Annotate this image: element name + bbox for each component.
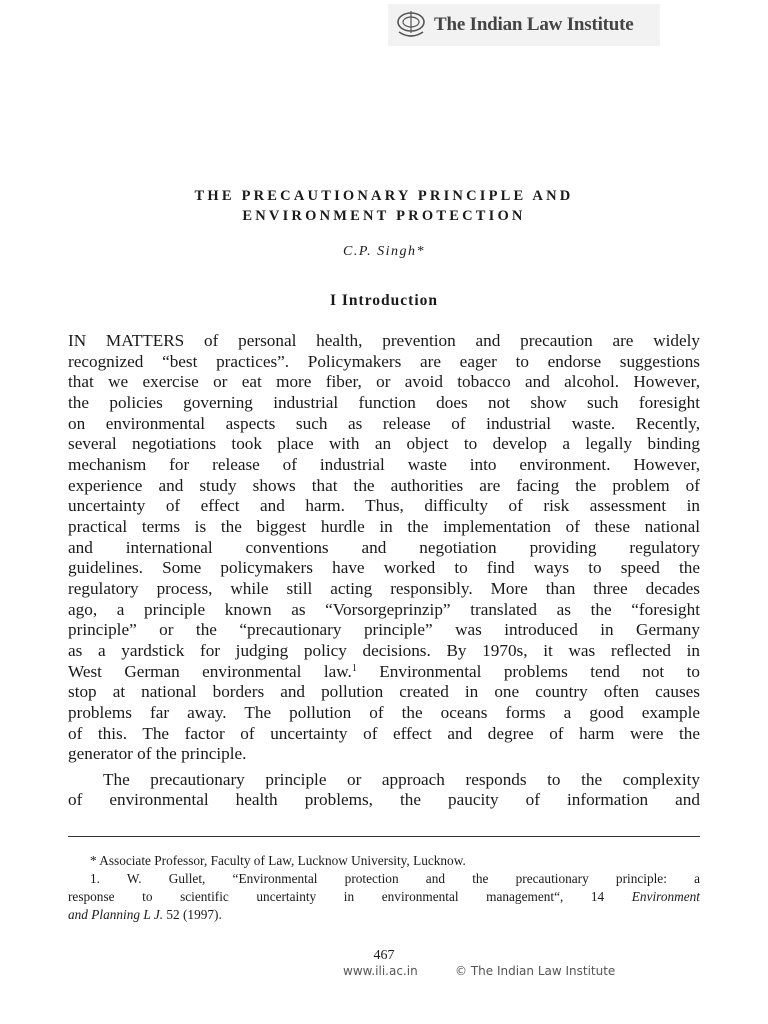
body-line-text: Environmental problems tend not to [356, 662, 700, 681]
footnote-1-line: 1. W. Gullet, “Environmental protection and the precautionary principle: a [90, 871, 700, 886]
footnote-marker: 1 [351, 663, 357, 674]
paper-title-line-2: ENVIRONMENT PROTECTION [242, 208, 526, 224]
section-heading: I Introduction [329, 292, 439, 309]
body-line: recognized “best practices”. Policymakers are eager to endorse suggestions [68, 352, 700, 371]
body-line: IN MATTERS of personal health, prevention and precaution are widely [68, 331, 700, 350]
body-line: and international conventions and negotiation providing regulatory [68, 538, 700, 557]
footnote-1-line [68, 888, 700, 905]
body-line: as a yardstick for judging policy decisions. By 1970s, it was reflected in [68, 641, 700, 660]
footnote-journal-title: and Planning L J. [68, 907, 164, 922]
body-line: the policies governing industrial function does not show such foresight [68, 393, 700, 412]
footnote-journal-title: Environment [631, 889, 700, 904]
footnote-text: response to scientific uncertainty in environmental management“, 14 [68, 889, 632, 904]
body-line: ago, a principle known as “Vorsorgeprinzip” translated as the “foresight [68, 600, 700, 619]
body-line: guidelines. Some policymakers have worked to find ways to speed the [68, 558, 700, 577]
body-line: generator of the principle. [68, 744, 247, 763]
body-line [68, 662, 700, 683]
body-line: mechanism for release of industrial waste into environment. However, [68, 455, 700, 474]
body-line: uncertainty of effect and harm. Thus, difficulty of risk assessment in [68, 496, 700, 515]
footnote-text: 52 (1997). [163, 907, 222, 922]
body-line: problems far away. The pollution of the oceans forms a good example [68, 703, 700, 722]
body-line: The precautionary principle or approach responds to the complexity [103, 770, 700, 789]
paper-title-line-1: THE PRECAUTIONARY PRINCIPLE AND [194, 188, 574, 204]
body-line: that we exercise or eat more fiber, or avoid tobacco and alcohol. However, [68, 372, 700, 391]
footer-copyright: © The Indian Law Institute [455, 964, 616, 978]
footnote-author: * Associate Professor, Faculty of Law, Lucknow University, Lucknow. [90, 853, 466, 868]
body-line: stop at national borders and pollution created in one country often causes [68, 682, 700, 701]
footnote-divider [68, 836, 700, 837]
body-line: of environmental health problems, the paucity of information and [68, 790, 700, 809]
institute-logo-banner [388, 4, 660, 46]
body-line: principle” or the “precautionary principle” was introduced in Germany [68, 620, 700, 639]
body-line: of this. The factor of uncertainty of effect and degree of harm were the [68, 724, 700, 743]
page-number: 467 [373, 948, 395, 963]
body-line: on environmental aspects such as release of industrial waste. Recently, [68, 414, 700, 433]
footnote-1-line [68, 906, 700, 923]
footer-website-link[interactable]: www.ili.ac.in [343, 964, 418, 978]
institute-emblem-icon [394, 8, 428, 42]
author-name: C.P. Singh* [343, 244, 425, 259]
body-line-text: West German environmental law. [68, 662, 352, 681]
body-line: practical terms is the biggest hurdle in the implementation of these national [68, 517, 700, 536]
body-line: experience and study shows that the authorities are facing the problem of [68, 476, 700, 495]
body-line: several negotiations took place with an object to develop a legally binding [68, 434, 700, 453]
body-line: regulatory process, while still acting responsibly. More than three decades [68, 579, 700, 598]
institute-name: The Indian Law Institute [434, 14, 634, 35]
